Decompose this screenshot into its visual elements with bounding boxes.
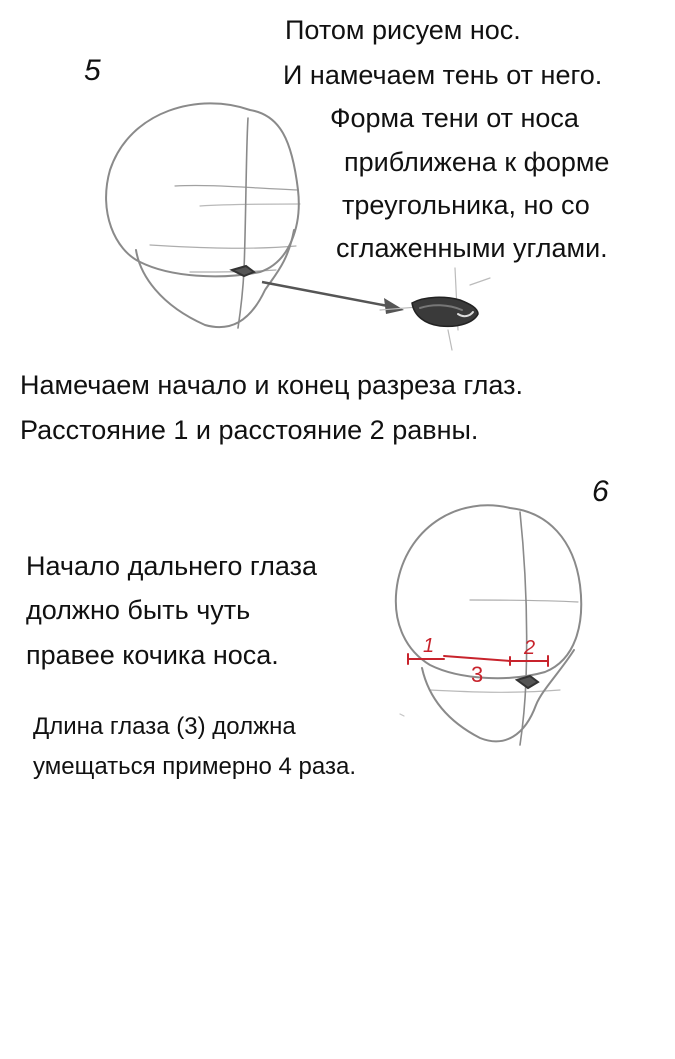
step-5-line-3: Форма тени от носа bbox=[330, 103, 579, 133]
eye-label-1: 1 bbox=[423, 635, 435, 657]
step-5-number: 5 bbox=[84, 54, 101, 87]
eye-length-note-1: Длина глаза (3) должна bbox=[33, 713, 296, 740]
step-5-line-4: приближена к форме bbox=[344, 147, 610, 177]
head-sketch-5 bbox=[106, 103, 300, 328]
eye-label-2: 2 bbox=[524, 637, 536, 659]
step-6-line-1: Начало дальнего глаза bbox=[26, 551, 317, 581]
eye-label-3: 3 bbox=[471, 662, 484, 687]
step-5-line-1: Потом рисуем нос. bbox=[285, 15, 521, 45]
eye-length-note-2: умещаться примерно 4 раза. bbox=[33, 753, 356, 780]
step-5-line-2: И намечаем тень от него. bbox=[283, 60, 603, 90]
step-6-line-3: правее кочика носа. bbox=[26, 640, 279, 670]
eye-slit-instruction-1: Намечаем начало и конец разреза глаз. bbox=[20, 370, 524, 400]
step-5-line-6: сглаженными углами. bbox=[336, 233, 608, 263]
step-5-line-5: треугольника, но со bbox=[342, 190, 590, 220]
step-6-line-2: должно быть чуть bbox=[26, 595, 251, 625]
head-sketch-6 bbox=[396, 505, 581, 745]
eye-slit-instruction-2: Расстояние 1 и расстояние 2 равны. bbox=[20, 415, 479, 445]
nose-enlarged bbox=[380, 268, 490, 350]
step-6-number: 6 bbox=[592, 475, 609, 508]
